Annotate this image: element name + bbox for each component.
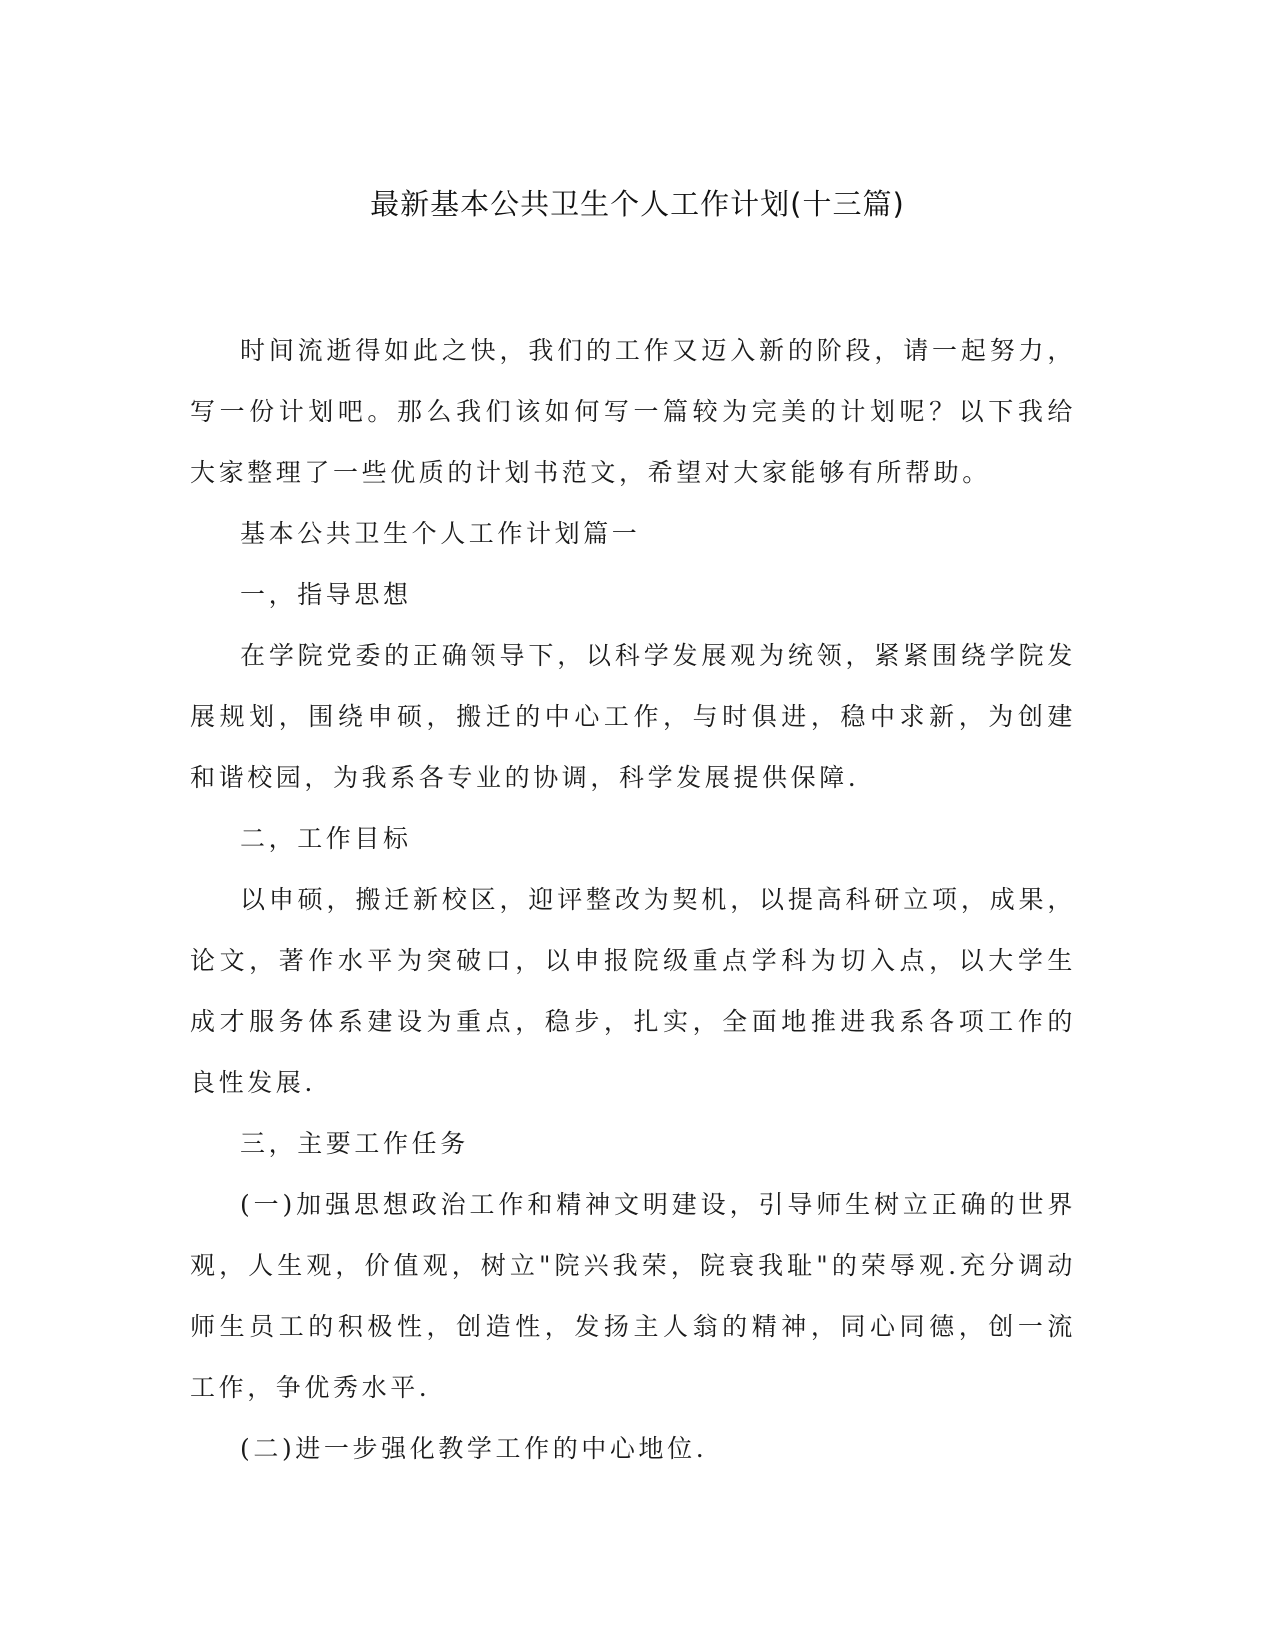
intro-paragraph: 时间流逝得如此之快，我们的工作又迈入新的阶段，请一起努力，写一份计划吧。那么我们该如何写一篇较为完美的计划呢？以下我给大家整理了一些优质的计划书范文，希望对大家能够有所帮助。 [190, 336, 1076, 487]
document-body [190, 320, 1076, 1479]
section-heading-part-one: 基本公共卫生个人工作计划篇一 [240, 519, 641, 548]
paragraph-work-goals: 以申硕，搬迁新校区，迎评整改为契机，以提高科研立项，成果，论文，著作水平为突破口，以申报院级重点学科为切入点，以大学生成才服务体系建设为重点，稳步，扎实，全面地推进我系各项工作的良性发展. [190, 885, 1076, 1097]
heading-main-tasks: 三，主要工作任务 [240, 1129, 469, 1158]
heading-guiding-ideology: 一，指导思想 [240, 580, 412, 609]
document-title: 最新基本公共卫生个人工作计划(十三篇) [370, 187, 905, 221]
paragraph-task-two: (二)进一步强化教学工作的中心地位. [240, 1434, 708, 1463]
paragraph-guiding-ideology: 在学院党委的正确领导下，以科学发展观为统领，紧紧围绕学院发展规划，围绕申硕，搬迁的中心工作，与时俱进，稳中求新，为创建和谐校园，为我系各专业的协调，科学发展提供保障. [190, 641, 1076, 792]
paragraph-task-one: (一)加强思想政治工作和精神文明建设，引导师生树立正确的世界观，人生观，价值观，树立"院兴我荣，院衰我耻"的荣辱观.充分调动师生员工的积极性，创造性，发扬主人翁的精神，同心同德，创一流工作，争优秀水平. [190, 1190, 1076, 1402]
heading-work-goals: 二，工作目标 [240, 824, 412, 853]
